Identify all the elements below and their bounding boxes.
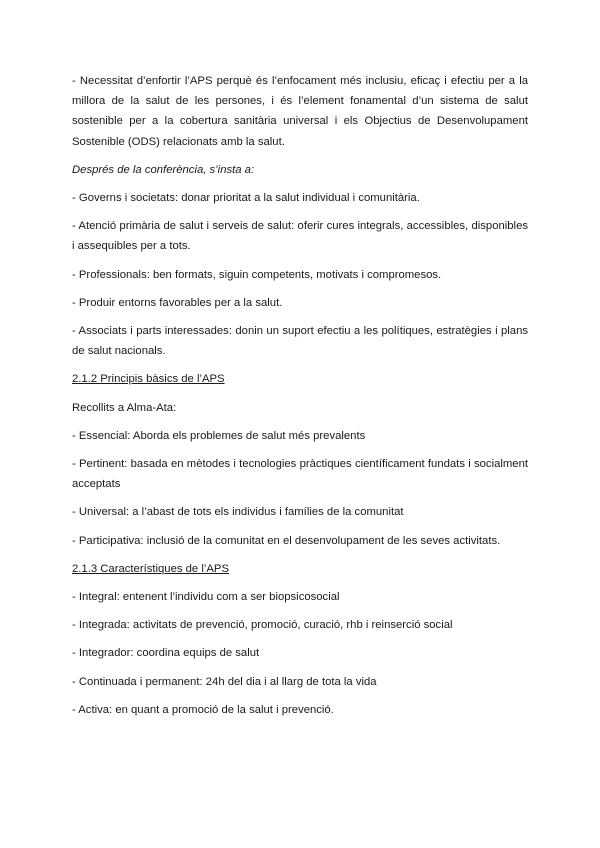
conference-intro: Després de la conferència, s’insta a:	[72, 163, 255, 176]
list-item: - Governs i societats: donar prioritat a la salut individual i comunitària.	[72, 192, 420, 205]
list-item: - Integrador: coordina equips de salut	[72, 647, 260, 660]
list-item: - Pertinent: basada en mètodes i tecnologies pràctiques científicament fundats i socialment acceptats	[72, 458, 528, 491]
section-intro: Recollits a Alma-Ata:	[72, 401, 177, 414]
list-item: - Essencial: Aborda els problemes de salut més prevalents	[72, 429, 366, 442]
section-heading-2-1-3: 2.1.3 Característiques de l’APS	[72, 562, 229, 575]
list-item: - Atenció primària de salut i serveis de salut: oferir cures integrals, accessibles, disponibles i assequibles per a tots.	[72, 220, 528, 253]
list-item: - Continuada i permanent: 24h del dia i al llarg de tota la vida	[72, 675, 377, 688]
list-item: - Integral: entenent l’individu com a ser biopsicosocial	[72, 591, 340, 604]
list-item: - Associats i parts interessades: donin un suport efectiu a les polítiques, estratègies i plans de salut nacionals.	[72, 325, 528, 358]
list-item: - Universal: a l’abast de tots els individus i famílies de la comunitat	[72, 506, 404, 519]
section-heading-2-1-2: 2.1.2 Principis bàsics de l’APS	[72, 373, 225, 386]
list-item: - Activa: en quant a promoció de la salut i prevenció.	[72, 703, 334, 716]
list-item: - Participativa: inclusió de la comunitat en el desenvolupament de les seves activitats.	[72, 534, 501, 547]
document-body	[72, 71, 528, 720]
list-item: - Professionals: ben formats, siguin competents, motivats i compromesos.	[72, 268, 442, 281]
intro-paragraph: - Necessitat d’enfortir l’APS perquè és l’enfocament més inclusiu, eficaç i efectiu per a la millora de la salut de les persones, i és l’element fonamental d’un sistema de salut sostenible per a la cobertura sanitària universal i els Objectius de Desenvolupament Sostenible (ODS) relacionats amb la salut.	[72, 75, 528, 148]
list-item: - Integrada: activitats de prevenció, promoció, curació, rhb i reinserció social	[72, 619, 453, 632]
list-item: - Produir entorns favorables per a la salut.	[72, 296, 283, 309]
